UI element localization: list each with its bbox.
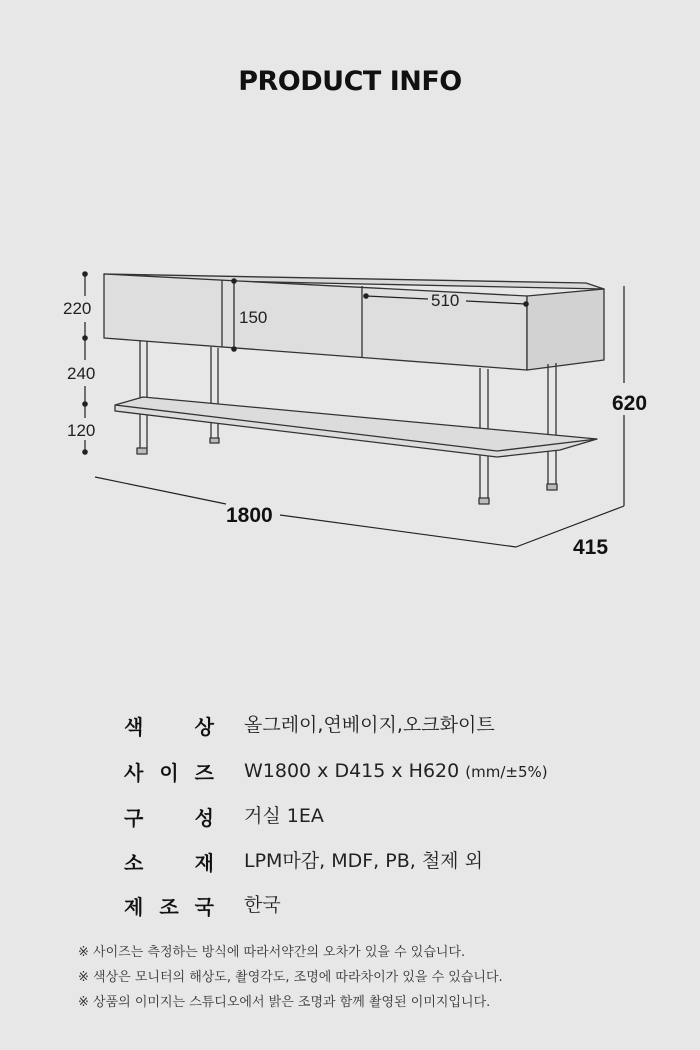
- height-220-label: 220: [63, 299, 92, 318]
- drawer-height-label: 150: [239, 308, 268, 327]
- spec-label-composition: 구 성: [124, 805, 214, 830]
- width-label: 1800: [226, 504, 273, 527]
- total-height-label: 620: [612, 392, 648, 415]
- note-color-variance: ※ 색상은 모니터의 해상도, 촬영각도, 조명에 따라차이가 있을 수 있습니다.: [78, 970, 503, 985]
- spec-label-color: 색 상: [124, 714, 214, 739]
- height-120-label: 120: [67, 421, 96, 440]
- spec-value-origin: 한국: [244, 894, 281, 916]
- page-title: PRODUCT INFO: [238, 66, 462, 97]
- product-dimension-diagram: [0, 240, 700, 570]
- height-240-label: 240: [67, 364, 96, 383]
- spec-value-size: W1800 x D415 x H620 (mm/±5%): [244, 760, 548, 782]
- spec-value-composition: 거실 1EA: [244, 805, 324, 827]
- spec-label-origin: 제 조 국: [124, 894, 214, 919]
- notes-list: [78, 940, 678, 1015]
- spec-value-color: 올그레이,연베이지,오크화이트: [244, 714, 495, 736]
- note-size-tolerance: ※ 사이즈는 측정하는 방식에 따라서약간의 오차가 있을 수 있습니다.: [78, 945, 466, 960]
- note-image-lighting: ※ 상품의 이미지는 스튜디오에서 밝은 조명과 함께 촬영된 이미지입니다.: [78, 995, 491, 1010]
- spec-value-material: LPM마감, MDF, PB, 철제 외: [244, 850, 483, 872]
- spec-label-material: 소 재: [124, 850, 214, 875]
- drawer-width-label: 510: [431, 291, 460, 310]
- spec-label-size: 사 이 즈: [124, 760, 214, 785]
- depth-label: 415: [573, 536, 609, 559]
